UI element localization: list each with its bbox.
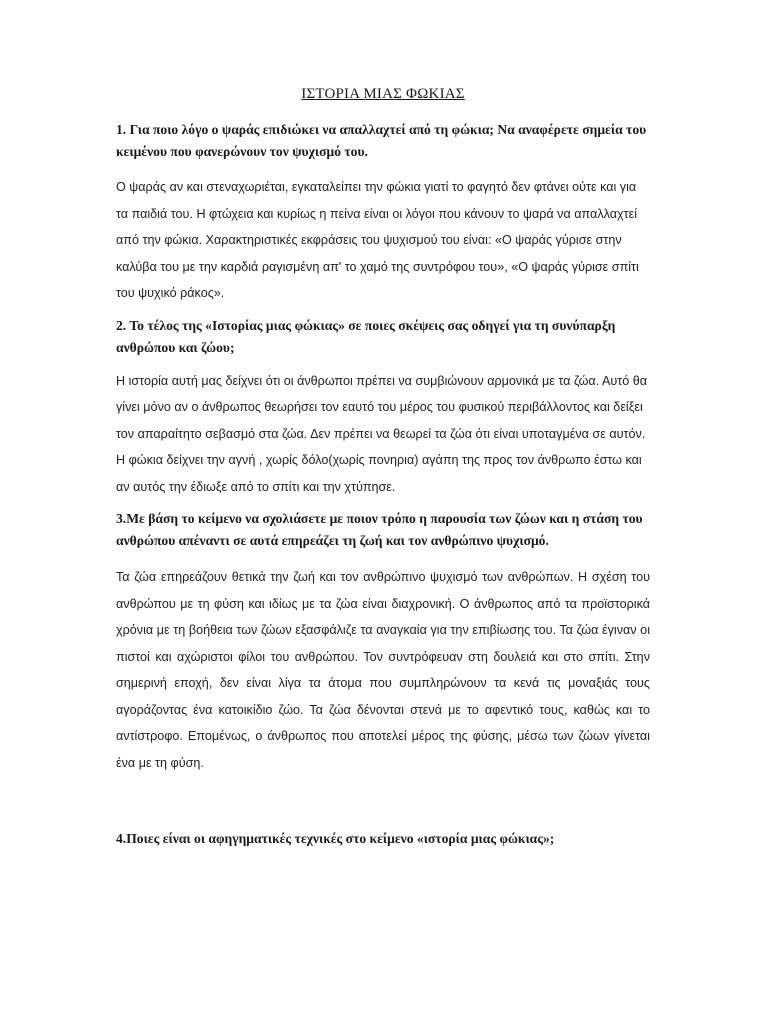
answer-2: Η ιστορία αυτή μας δείχνει ότι οι άνθρωποι πρέπει να συμβιώνουν αρμονικά με τα ζώα. Αυτό θα γίνει μόνο αν ο άνθρωπος θεωρήσει τον εαυτό του μέρος του φυσικού περιβάλλοντος και δείξει τον απαραίτητο σεβασμό στα ζώα. Δεν πρέπει να θεωρεί τα ζώα ότι είναι υποταγμένα σε αυτόν. Η φώκια δείχνει την αγνή , χωρίς δόλο(χωρίς πονηρια) αγάπη της προς τον άνθρωπο έστω και αν αυτός την έδιωξε από το σπίτι και την χτύπησε. bbox=[116, 373, 648, 494]
question-4: 4.Ποιες είναι οι αφηγηματικές τεχνικές στο κείμενο «ιστορία μιας φώκιας»; bbox=[116, 831, 555, 846]
answer-1: Ο ψαράς αν και στεναχωριέται, εγκαταλείπει την φώκια γιατί το φαγητό δεν φτάνει ούτε και για τα παιδιά του. Η φτώχεια και κυρίως η πείνα είναι οι λόγοι που κάνουν το ψαρά να απαλλαχτεί από την φώκια. Χαρακτηριστικές εκφράσεις του ψυχισμού του είναι: «Ο ψαράς γύρισε στην καλύβα του με την καρδιά ραγισμένη απ' το χαμό της συντρόφου του», «Ο ψαράς γύρισε σπίτι του ψυχικό ράκος». bbox=[116, 180, 639, 300]
document-title: ΙΣΤΟΡΙΑ ΜΙΑΣ ΦΩΚΙΑΣ bbox=[301, 86, 465, 102]
question-1: 1. Για ποιο λόγο ο ψαράς επιδιώκει να απαλλαχτεί από τη φώκια; Να αναφέρετε σημεία του κειμένου που φανερώνουν τον ψυχισμό του. bbox=[116, 122, 647, 159]
question-2: 2. Το τέλος της «Ιστορίας μιας φώκιας» σε ποιες σκέψεις σας οδηγεί για τη συνύπαρξη ανθρώπου και ζώου; bbox=[116, 317, 616, 355]
question-3: 3.Με βάση το κείμενο να σχολιάσετε με ποιον τρόπο η παρουσία των ζώων και η στάση του ανθρώπου απέναντι σε αυτά επηρεάζει τη ζωή και τον ανθρώπινο ψυχισμό. bbox=[116, 511, 643, 548]
answer-3: Τα ζώα επηρεάζουν θετικά την ζωή και τον ανθρώπινο ψυχισμό των ανθρώπων. Η σχέση του ανθρώπου με τη φύση και ιδίως με τα ζώα είναι διαχρονική. Ο άνθρωπος από τα προϊστορικά χρόνια με τη βοήθεια των ζώων εξασφάλιζε τα αναγκαία για την επιβίωσης του. Τα ζώα έγιναν οι πιστοί και αχώριστοι φίλοι του ανθρώπου. Τον συντρόφευαν στη δουλειά και στο σπίτι. Στην σημερινή εποχή, δεν είναι λίγα τα άτομα που συμπληρώνουν τα κενά τις μοναξιάς τους αγοράζοντας ένα κατοικίδιο ζώο. Τα ζώα δένονται στενά με το αφεντικό τους, καθώς και το αντίστροφο. Επομένως, ο άνθρωπος που αποτελεί μέρος της φύσης, μέσω των ζώων γίνεται ένα με τη φύση. bbox=[116, 570, 650, 770]
